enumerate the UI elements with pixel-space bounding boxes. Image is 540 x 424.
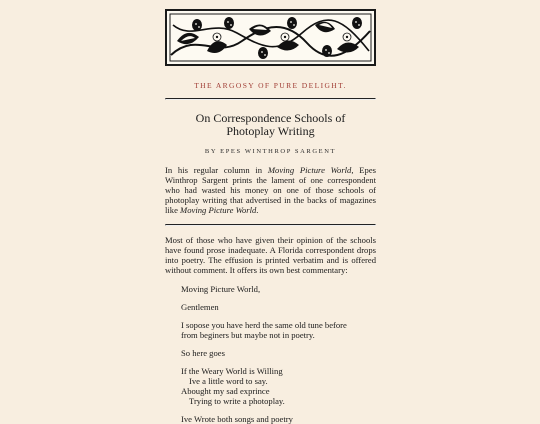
letter-salutation: Moving Picture World, — [181, 284, 261, 294]
verse-line: Ive Wrote both songs and poetry — [181, 414, 293, 424]
intro-text: In his regular column in — [165, 165, 268, 175]
verse-line: Trying to write a photoplay. — [189, 396, 285, 406]
verse-line: Abought my sad exprince — [181, 386, 270, 396]
decorative-banner — [165, 9, 376, 66]
letter-greeting: Gentlemen — [181, 302, 219, 312]
verse-stanza — [181, 366, 376, 406]
page-column — [165, 9, 376, 424]
intro-paragraph — [165, 165, 376, 215]
article-title-line: On Correspondence Schools of — [195, 111, 346, 125]
letter-line: So here goes — [181, 348, 225, 358]
letter-text: from beginers but maybe not in poetry. — [181, 330, 315, 340]
publication-name: Moving Picture World — [267, 165, 352, 175]
strawberry-vine-illustration — [167, 11, 374, 64]
publication-name: Moving Picture World — [180, 205, 257, 215]
divider — [165, 224, 376, 226]
byline: BY EPES WINTHROP SARGENT — [204, 148, 337, 155]
intro-text: , Epes Winthrop Sargent prints the lament of one correspondent who had wasted his money on one of those schools of photoplay writing that advertised in the backs of magazines like — [165, 165, 376, 215]
intro-text: . — [256, 205, 259, 215]
article-title-line: Photoplay Writing — [226, 124, 315, 138]
verse-line: Ive a little word to say. — [189, 376, 268, 386]
divider — [165, 98, 376, 100]
letter-line — [181, 320, 376, 340]
verse-line: If the Weary World is Willing — [181, 366, 283, 376]
quoted-letter — [181, 284, 376, 424]
body-paragraph: Most of those who have given their opinion of the schools have found prose inadequate. A Florida correspondent drops into poetry. The effusion is printed verbatim and is offered without comment. It offers its own best commentary: — [165, 235, 376, 275]
article-title — [165, 112, 376, 138]
site-title[interactable]: THE ARGOSY OF PURE DELIGHT. — [194, 81, 347, 90]
letter-text: I sopose you have herd the same old tune before — [181, 320, 347, 330]
